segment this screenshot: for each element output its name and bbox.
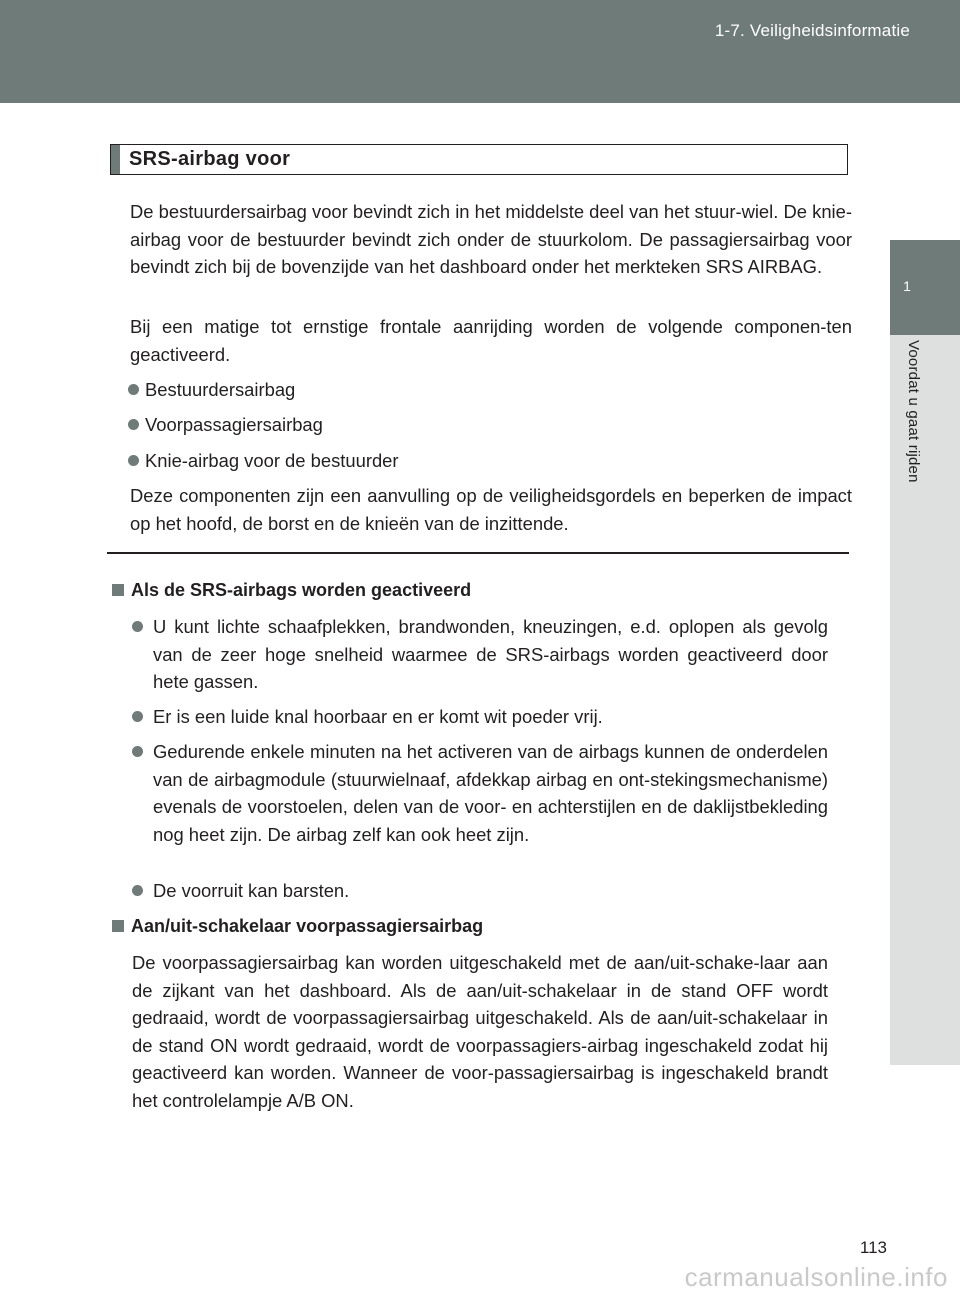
note-heading-2-text: Aan/uit-schakelaar voorpassagiersairbag xyxy=(131,916,484,936)
section-label: 1-7. Veiligheidsinformatie xyxy=(714,21,910,40)
note-heading-1 xyxy=(112,580,471,601)
square-bullet-icon xyxy=(112,920,124,932)
note-item xyxy=(132,738,828,848)
page-number: 113 xyxy=(859,1238,887,1257)
note-heading-1-text: Als de SRS-airbags worden geactiveerd xyxy=(131,580,472,600)
list-item xyxy=(128,411,848,439)
list-item-text: Voorpassagiersairbag xyxy=(145,414,323,435)
section-title-box xyxy=(110,144,848,175)
section-divider xyxy=(107,552,849,554)
note-item xyxy=(132,877,828,905)
list-item xyxy=(128,376,848,404)
page-title: SRS-airbag voor xyxy=(129,148,291,170)
note-item-text: De voorruit kan barsten. xyxy=(153,880,350,901)
title-marker xyxy=(111,145,120,174)
intro-paragraph-3 xyxy=(130,482,852,537)
intro-text-3: Deze componenten zijn een aanvulling op de veiligheidsgordels en beperken de impact op het hoofd, de borst en de knieën van de inzittende. xyxy=(130,485,852,534)
note-item-text: Er is een luide knal hoorbaar en er komt wit poeder vrij. xyxy=(153,706,603,727)
bullet-icon xyxy=(128,455,139,466)
list-item-text: Knie-airbag voor de bestuurder xyxy=(145,450,399,471)
chapter-label: Voordat u gaat rijden xyxy=(905,340,922,483)
top-header-bar xyxy=(0,0,960,103)
list-item xyxy=(128,447,848,475)
bullet-icon xyxy=(132,711,143,722)
note-item-text: U kunt lichte schaafplekken, brandwonden, kneuzingen, e.d. oplopen als gevolg van de zeer hoge snelheid waarmee de SRS-airbags worden geactiveerd door hete gassen. xyxy=(153,616,828,692)
chapter-number: 1 xyxy=(903,278,911,294)
watermark: carmanualsonline.info xyxy=(684,1262,948,1292)
intro-paragraph-2 xyxy=(130,313,852,368)
intro-text-1: De bestuurdersairbag voor bevindt zich in het middelste deel van het stuur-wiel. De knie-airbag voor de bestuurder bevindt zich onder de stuurkolom. De passagiersairbag voor bevindt zich bij de bovenzijde van het dashboard onder het merkteken SRS AIRBAG. xyxy=(130,201,852,277)
note-item xyxy=(132,613,828,696)
list-item-text: Bestuurdersairbag xyxy=(145,379,296,400)
note-item xyxy=(132,703,828,731)
bullet-icon xyxy=(128,384,139,395)
intro-text-2: Bij een matige tot ernstige frontale aanrijding worden de volgende componen-ten geactiveerd. xyxy=(130,316,852,365)
chapter-tab-strip xyxy=(890,335,960,1065)
square-bullet-icon xyxy=(112,584,124,596)
bullet-icon xyxy=(132,621,143,632)
intro-paragraph-1 xyxy=(130,198,852,281)
note-item-text: Gedurende enkele minuten na het activeren van de airbags kunnen de onderdelen van de airbagmodule (stuurwielnaaf, afdekkap airbag en ont-stekingsmechanisme) evenals de voorstoelen, delen van de voor- en achterstijlen en de daklijstbekleding nog heet zijn. De airbag zelf kan ook heet zijn. xyxy=(153,741,828,845)
bullet-icon xyxy=(132,746,143,757)
note-paragraph: De voorpassagiersairbag kan worden uitgeschakeld met de aan/uit-schake-laar aan de zijkant van het dashboard. Als de aan/uit-schakelaar in de stand OFF wordt gedraaid, wordt de voorpassagiersairbag uitgeschakeld. Als de aan/uit-schakelaar in de stand ON wordt gedraaid, wordt de voorpassagiers-airbag ingeschakeld zodat hij geactiveerd kan worden. Wanneer de voor-passagiersairbag is ingeschakeld brandt het controlelampje A/B ON. xyxy=(132,952,828,1111)
note-heading-2 xyxy=(112,916,483,937)
bullet-icon xyxy=(132,885,143,896)
bullet-icon xyxy=(128,419,139,430)
